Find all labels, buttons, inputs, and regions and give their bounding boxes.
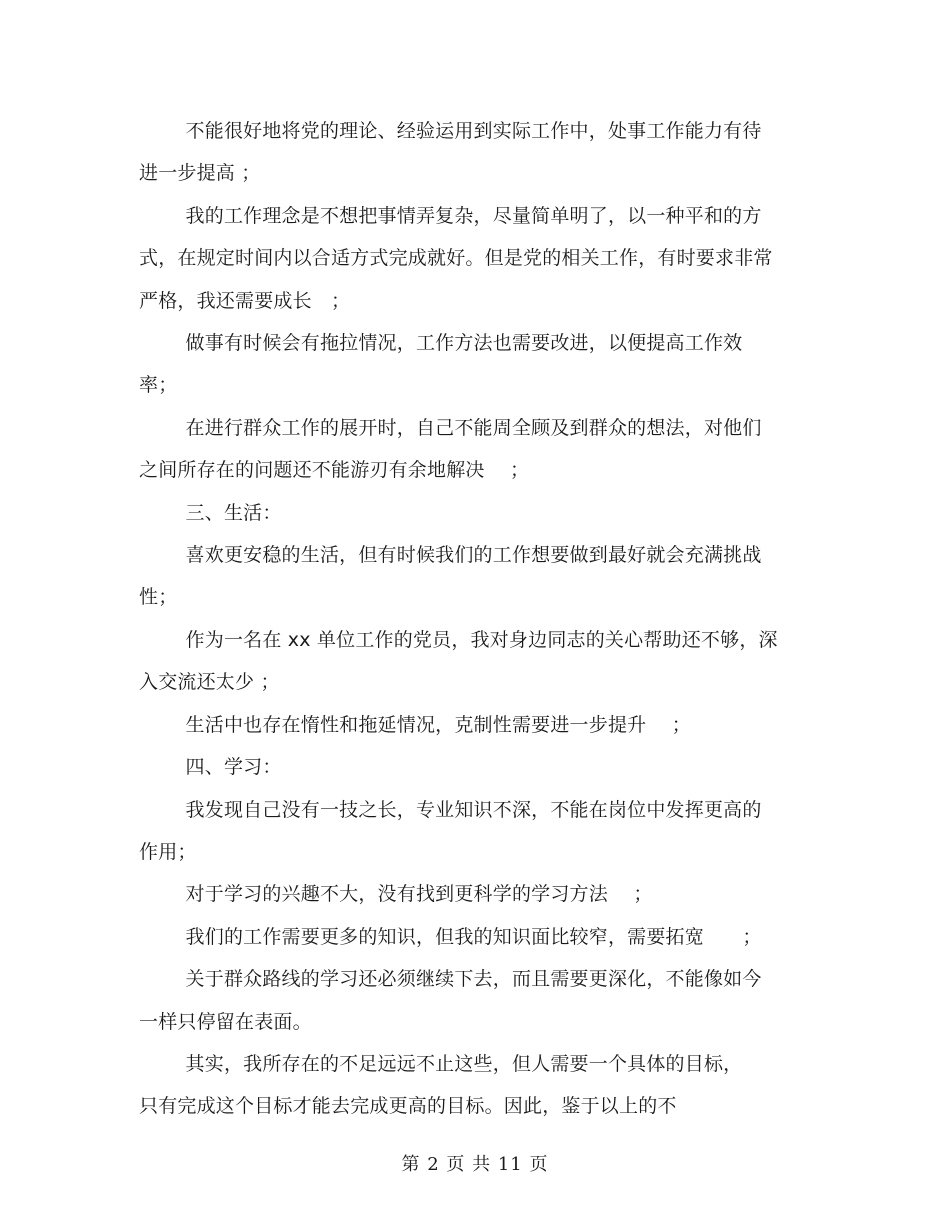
paragraph-7: 生活中也存在惰性和拖延情况，克制性需要进一步提升 ； (185, 713, 691, 736)
paragraph-10: 我们的工作需要更多的知识，但我的知识面比较窄，需要拓宽 ； (185, 925, 762, 948)
paragraph-6: 作为一名在 xx 单位工作的党员，我对身边同志的关心帮助还不够，深入交流还太少 ； (139, 628, 778, 694)
paragraph-1: 不能很好地将党的理论、经验运用到实际工作中，处事工作能力有待进一步提高 ； (139, 120, 762, 185)
document-body (139, 110, 779, 1128)
paragraph-9: 对于学习的兴趣不大，没有找到更科学的学习方法 ； (185, 883, 653, 906)
paragraph-5: 喜欢更安稳的生活，但有时候我们的工作想要做到最好就会充满挑战性； (139, 544, 762, 609)
section-heading-study: 四、学习： (185, 756, 282, 779)
paragraph-11: 关于群众路线的学习还必须继续下去，而且需要更深化，不能像如今一样只停留在表面。 (139, 968, 762, 1033)
section-heading-life: 三、生活： (185, 501, 282, 524)
page-number-footer: 第 2 页 共 11 页 (401, 1154, 549, 1175)
paragraph-2: 我的工作理念是不想把事情弄复杂，尽量简单明了，以一种平和的方式，在规定时间内以合适方式完成就好。但是党的相关工作，有时要求非常严格，我还需要成长 ； (139, 204, 773, 312)
paragraph-12: 其实，我所存在的不足远远不止这些，但人需要一个具体的目标，只有完成这个目标才能去完成更高的目标。因此，鉴于以上的不 (139, 1052, 743, 1118)
paragraph-8: 我发现自己没有一技之长，专业知识不深，不能在岗位中发挥更高的作用； (139, 798, 762, 863)
paragraph-4: 在进行群众工作的展开时，自己不能周全顾及到群众的想法，对他们之间所存在的问题还不能游刃有余地解决 ； (139, 416, 762, 482)
paragraph-3: 做事有时候会有拖拉情况，工作方法也需要改进，以便提高工作效率； (139, 332, 743, 397)
